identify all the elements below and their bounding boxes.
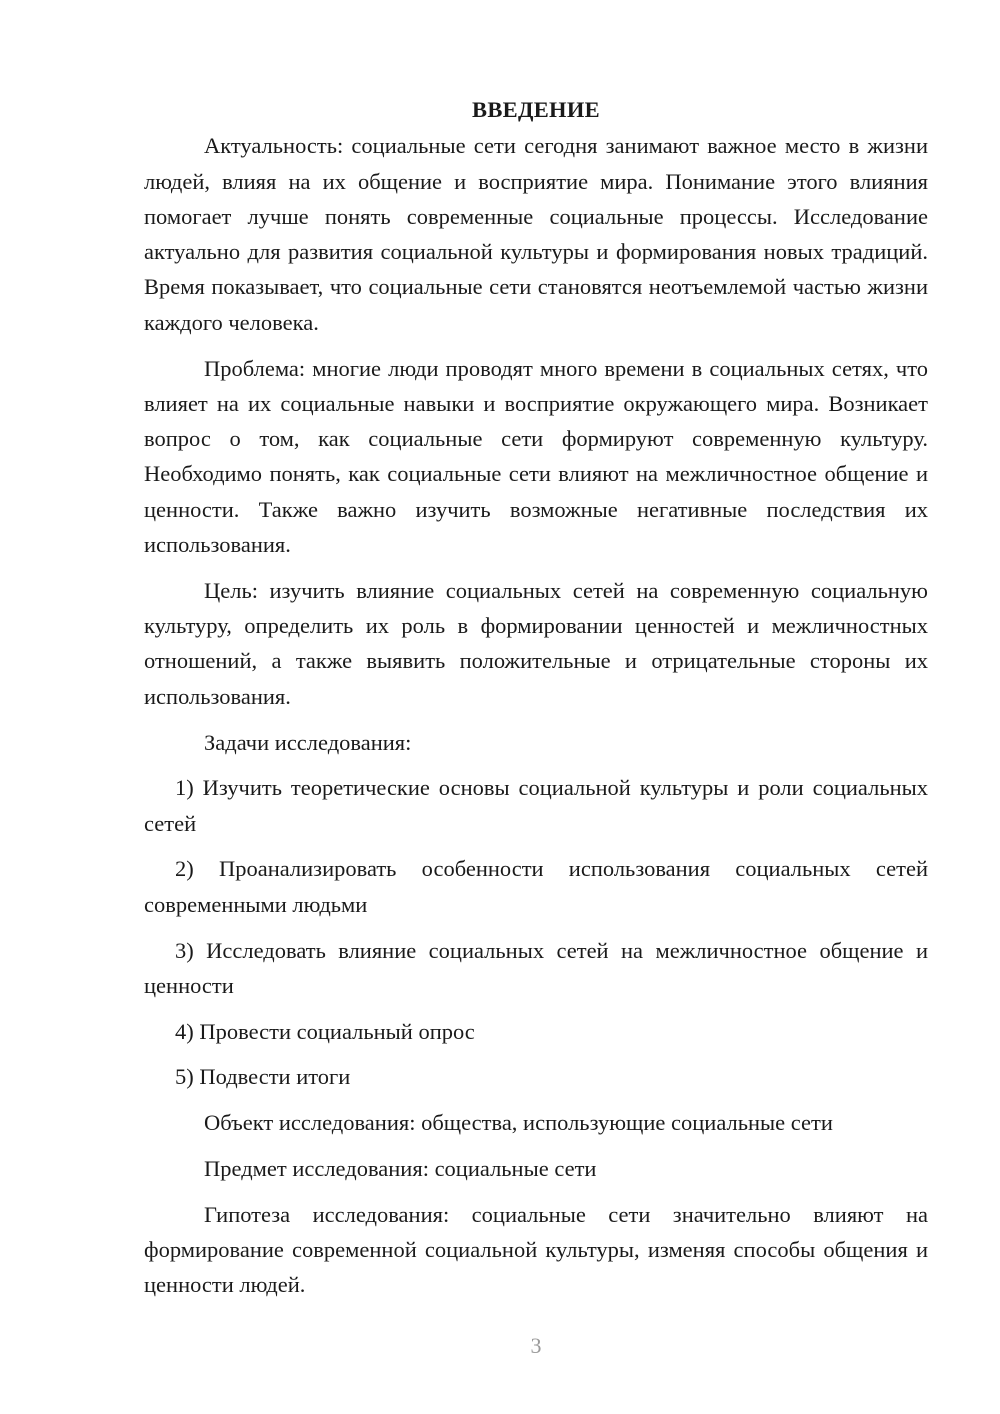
task-item: 4) Провести социальный опрос [175,1018,475,1044]
hypothesis-paragraph: Гипотеза исследования: социальные сети значительно влияют на формирование современной социальной культуры, изменяя способы общения и ценности людей. [144,1201,928,1298]
relevance-paragraph: Актуальность: социальные сети сегодня занимают важное место в жизни людей, влияя на их общение и восприятие мира. Понимание этого влияния помогает лучше понять современные социальные процессы. Исследование актуально для развития социальной культуры и формирования новых традиций. Время показывает, что социальные сети становятся неотъемлемой частью жизни каждого человека. [144,133,928,335]
problem-paragraph: Проблема: многие люди проводят много времени в социальных сетях, что влияет на их социальные навыки и восприятие окружающего мира. Возникает вопрос о том, как социальные сети формируют современную культуру. Необходимо понять, как социальные сети влияют на межличностное общение и ценности. Также важно изучить возможные негативные последствия их использования. [144,355,928,558]
task-item: 5) Подвести итоги [175,1064,351,1090]
document-page [144,92,928,1313]
tasks-heading: Задачи исследования: [204,729,412,755]
page-number: 3 [530,1333,542,1358]
research-object: Объект исследования: общества, использующие социальные сети [204,1110,833,1136]
research-subject: Предмет исследования: социальные сети [204,1156,597,1182]
section-title: ВВЕДЕНИЕ [472,97,600,122]
task-item: 3) Исследовать влияние социальных сетей на межличностное общение и ценности [144,937,928,998]
goal-paragraph: Цель: изучить влияние социальных сетей на современную социальную культуру, определить их роль в формировании ценностей и межличностных отношений, а также выявить положительные и отрицательные стороны их использования. [144,577,928,709]
task-item: 1) Изучить теоретические основы социальной культуры и роли социальных сетей [144,775,928,836]
task-item: 2) Проанализировать особенности использования социальных сетей современными людьми [144,856,928,917]
